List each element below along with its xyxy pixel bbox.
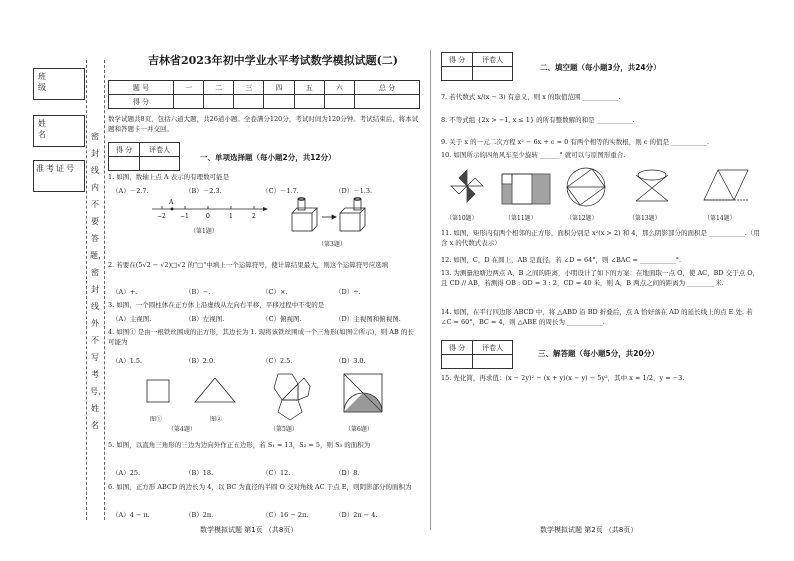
windmill-figure	[446, 165, 488, 207]
question-1: 1. 如图，数轴上点 A 表示的有理数可能是	[108, 173, 230, 181]
fig6-caption: （第6题）	[345, 426, 373, 433]
ticket-box[interactable]	[33, 160, 85, 192]
tick-label: 0	[206, 213, 210, 220]
q2-option-b[interactable]: （B）−.	[185, 288, 211, 296]
fig14-caption: （第14题）	[704, 215, 736, 222]
pond-figure	[626, 165, 678, 209]
q1-option-d[interactable]: （D）－1.3.	[335, 187, 373, 195]
instructions: 数学试题共8页，包括六道大题，共26道小题。全卷满分120分，考试时间为120分钟。考试结束后，将本试题和答题卡一并交回。	[108, 115, 419, 133]
grader-input[interactable]	[473, 355, 513, 369]
page1-footer: 数学模拟试题 第1页 （共8页）	[200, 526, 298, 534]
grader-label: 得 分	[442, 53, 473, 67]
q4-option-a[interactable]: （A）1.5.	[112, 357, 143, 365]
fig1-caption: （第1题）	[190, 228, 218, 235]
q5-option-c[interactable]: （C）12.	[262, 469, 291, 477]
score-input[interactable]	[264, 95, 294, 109]
q3-option-c[interactable]: （C）俯视图.	[262, 315, 302, 323]
tick-label: −2	[157, 213, 166, 220]
q6-option-b[interactable]: （B）2π.	[185, 511, 214, 519]
class-label: 班 级	[38, 72, 58, 92]
question-14: 14. 如图，在平行四边形 ABCD 中，将 △ABD 沿 BD 折叠后，点 A 恰好落在 AD 的延长线上的点 E 处. 若 ∠C = 60°，BC = 4，则 △ABE 的周长为 ___________.	[441, 308, 753, 326]
grader-box-3	[441, 340, 513, 369]
fig13-caption: （第13题）	[629, 215, 661, 222]
q4-option-c[interactable]: （C）2.5.	[262, 357, 293, 365]
question-4: 4. 如图① 是由一根铁丝围成的正方形，其边长为 1. 现将该铁丝围成一个三角形(如图②所示)，则 AB 的长可能为	[108, 328, 414, 346]
q4-option-d[interactable]: （D）3.0.	[335, 357, 366, 365]
score-cell: 得 分	[109, 95, 174, 109]
question-3: 3. 如图，一个圆柱体在正方体上沿虚线从左向右平移，平移过程中不变的是	[108, 301, 325, 309]
score-input[interactable]	[354, 95, 419, 109]
q5-option-a[interactable]: （A）25.	[112, 469, 141, 477]
grader-label: 得 分	[109, 143, 140, 157]
section1-heading: 一、单项选择题（每小题2分，共12分）	[200, 153, 336, 162]
grader-label: 评卷人	[473, 53, 513, 67]
name-box[interactable]	[33, 115, 85, 147]
q1-option-b[interactable]: （B）－2.3.	[185, 187, 222, 195]
fig10-caption: （第10题）	[446, 215, 478, 222]
score-cell: 总 分	[354, 81, 419, 95]
score-cell: 二	[204, 81, 234, 95]
fig12-caption: （第12题）	[566, 215, 598, 222]
circle-figure	[562, 164, 610, 210]
grader-label: 评卷人	[473, 341, 513, 355]
rectangle-squares-figure	[500, 172, 552, 210]
q6-option-c[interactable]: （C）16 − 2π.	[262, 511, 309, 519]
question-12: 12. 如图，C，D 在圆上，AB 是直径，若 ∠D = 64°，则 ∠BAC = ___________°.	[441, 256, 682, 264]
grader-input[interactable]	[109, 157, 140, 171]
score-cell: 四	[264, 81, 294, 95]
q6-option-a[interactable]: （A）4 − π.	[112, 511, 150, 519]
score-input[interactable]	[204, 95, 234, 109]
seal-line-left	[86, 60, 87, 520]
score-cell: 题 号	[109, 81, 174, 95]
score-input[interactable]	[324, 95, 354, 109]
question-15: 15. 先化简，再求值：(x − 2y)² − (x + y)(x − y) − 5y²，其中 x = 1/2，y = −3.	[441, 374, 685, 382]
grader-input[interactable]	[442, 67, 473, 81]
question-10: 10. 如图所示的四角风车至少旋转 ______° 就可以与原图形重合.	[441, 151, 626, 159]
score-cell: 三	[234, 81, 264, 95]
score-input[interactable]	[234, 95, 264, 109]
question-5: 5. 如图，以直角三角形的三边为边向外作正五边形，若 S₁ = 13，S₂ = 5，则 S₃ 的面积为	[108, 441, 371, 449]
fig4-caption: （第4题）	[168, 426, 196, 433]
grader-box-1	[108, 142, 180, 171]
tick-label: −1	[180, 213, 189, 220]
fig5-caption: （第5题）	[270, 426, 298, 433]
page-divider	[430, 50, 431, 530]
q1-option-a[interactable]: （A）－2.7.	[112, 187, 149, 195]
square-semicircle-figure	[340, 370, 388, 420]
q6-option-d[interactable]: （D）2π − 4.	[335, 511, 378, 519]
seal-line-right	[104, 60, 105, 520]
page2-footer: 数学模拟试题 第2页 （共8页）	[540, 526, 638, 534]
score-input[interactable]	[173, 95, 203, 109]
parallelogram-figure	[696, 164, 754, 210]
grader-input[interactable]	[473, 67, 513, 81]
question-6: 6. 如图，正方形 ABCD 的边长为 4，以 BC 为直径的半圆 O 交对角线 AC 于点 E，则阴影部分的面积为	[108, 483, 412, 491]
q1-option-c[interactable]: （C）－1.7.	[262, 187, 299, 195]
page1-title: 吉林省2023年初中学业水平考试数学模拟试题(二)	[147, 54, 399, 67]
grader-input[interactable]	[140, 157, 180, 171]
q5-option-b[interactable]: （B）18.	[185, 469, 214, 477]
grader-box-2	[441, 52, 513, 81]
seal-text: 密封线内不要答题，密封线外不写考号、姓名	[90, 132, 106, 430]
section2-heading: 二、填空题（每小题3分，共24分）	[540, 63, 661, 72]
fig4-2-caption: 图②	[210, 416, 223, 423]
ticket-label: 准考证号	[36, 164, 76, 173]
q5-option-d[interactable]: （D）8.	[335, 469, 360, 477]
question-11: 11. 如图，矩形内有两个相邻的正方形，面积分别是 x²(x > 2) 和 4，那么阴影部分的面积是 ___________.（用含 x 的代数式表示）	[441, 229, 760, 247]
score-cell: 六	[324, 81, 354, 95]
section3-heading: 三、解答题（每小题5分，共20分）	[538, 349, 659, 358]
q3-option-d[interactable]: （D）主视图和俯视图.	[335, 315, 401, 323]
fig4-1-caption: 图①	[150, 416, 163, 423]
question-9: 9. 关于 x 的一元二次方程 x² − 6x + c = 0 有两个相等的实数根，则 c 的值是 ___________.	[441, 138, 709, 146]
score-table	[108, 80, 420, 109]
question-13: 13. 为测量池塘边两点 A，B 之间的距离，小明设计了如下的方案：在地面取一点 O，使 AC，BD 交于点 O，且 CD // AB，若测得 OB : OD = 3 : 2，CD = 40 米，则 A，B 两点之间的距离为 ________ 米.	[441, 269, 760, 287]
cube-cylinder-figure	[288, 195, 378, 237]
grader-label: 评卷人	[140, 143, 180, 157]
question-2: 2. 若要在(5√2 − √2)□√2 的"□"中填上一个运算符号，使计算结果最大，则这个运算符号应选填	[108, 261, 389, 269]
question-7: 7. 若代数式 x/(x − 3) 有意义，则 x 的取值范围 ___________.	[441, 93, 621, 101]
q2-option-d[interactable]: （D）÷.	[335, 288, 361, 296]
pentagons-figure	[262, 370, 312, 422]
q2-option-a[interactable]: （A）+.	[112, 288, 138, 296]
grader-label: 得 分	[442, 341, 473, 355]
score-cell: 一	[173, 81, 203, 95]
score-cell: 五	[294, 81, 324, 95]
tick-label: 1	[229, 213, 233, 220]
q2-option-c[interactable]: （C）×.	[262, 288, 288, 296]
class-box[interactable]	[33, 68, 85, 100]
fig3-caption: （第3题）	[318, 241, 346, 248]
name-label: 姓 名	[38, 119, 58, 139]
point-a-label: A	[169, 199, 174, 206]
score-input[interactable]	[294, 95, 324, 109]
q3-option-a[interactable]: （A）主视图.	[112, 315, 152, 323]
question-8: 8. 不等式组 {2x > −1, x ≤ 1} 的所有整数解的和是 ___________.	[441, 116, 635, 124]
number-line-figure	[150, 197, 270, 225]
grader-input[interactable]	[442, 355, 473, 369]
fig11-caption: （第11题）	[505, 215, 537, 222]
q4-option-b[interactable]: （B）2.0.	[185, 357, 216, 365]
q3-option-b[interactable]: （B）左视图.	[185, 315, 225, 323]
tick-label: 2	[252, 213, 256, 220]
